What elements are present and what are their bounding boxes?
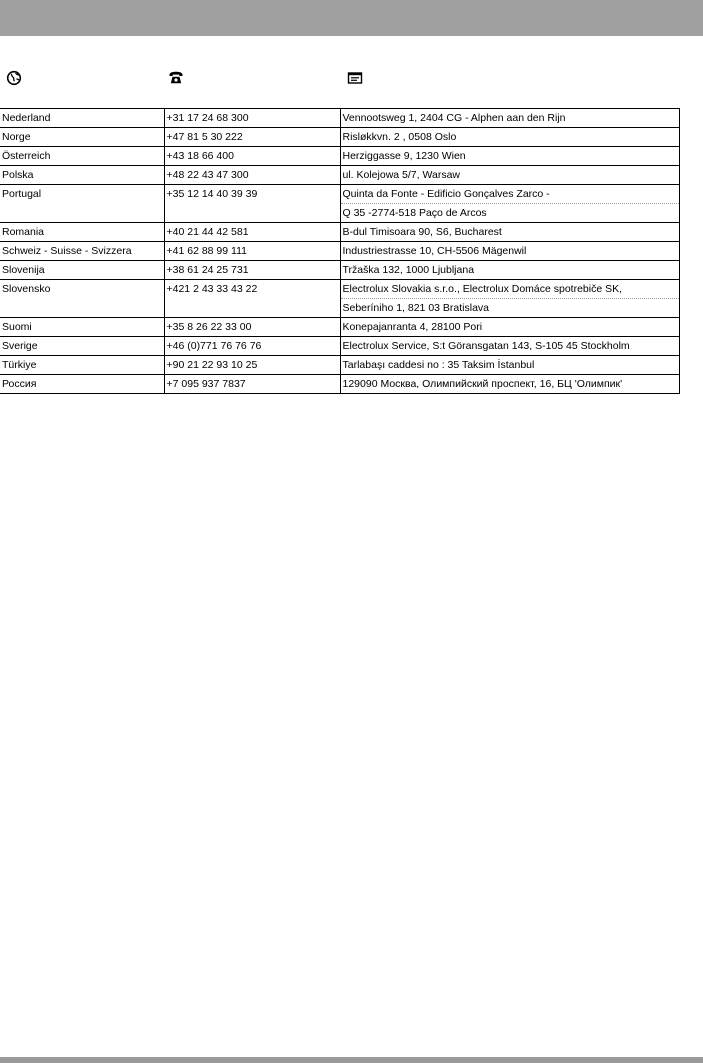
table-row (0, 185, 679, 204)
country-cell: Norge (0, 128, 164, 147)
column-icon-row (0, 70, 703, 90)
phone-cell: +38 61 24 25 731 (164, 261, 340, 280)
table-row (0, 261, 679, 280)
phone-cell: +90 21 22 93 10 25 (164, 356, 340, 375)
address-cell: Risløkkvn. 2 , 0508 Oslo (340, 128, 679, 147)
table-row (0, 109, 679, 128)
phone-cell: +40 21 44 42 581 (164, 223, 340, 242)
phone-cell: +7 095 937 7837 (164, 375, 340, 394)
country-cell: Romania (0, 223, 164, 242)
address-cell: Q 35 -2774-518 Paço de Arcos (340, 204, 679, 223)
table-row (0, 337, 679, 356)
table-row (0, 128, 679, 147)
address-cell: Electrolux Service, S:t Göransgatan 143, S-105 45 Stockholm (340, 337, 679, 356)
country-cell: Polska (0, 166, 164, 185)
phone-cell: +46 (0)771 76 76 76 (164, 337, 340, 356)
table-row (0, 166, 679, 185)
address-cell: B-dul Timisoara 90, S6, Bucharest (340, 223, 679, 242)
envelope-icon (347, 70, 363, 86)
country-cell: Slovenija (0, 261, 164, 280)
phone-cell (164, 299, 340, 318)
table-row-continuation (0, 299, 679, 318)
country-cell: Österreich (0, 147, 164, 166)
phone-cell: +43 18 66 400 (164, 147, 340, 166)
address-cell: Konepajanranta 4, 28100 Pori (340, 318, 679, 337)
table-row (0, 223, 679, 242)
telephone-icon (168, 70, 184, 86)
phone-cell: +421 2 43 33 43 22 (164, 280, 340, 299)
globe-icon (6, 70, 22, 86)
address-cell: ul. Kolejowa 5/7, Warsaw (340, 166, 679, 185)
country-cell: Nederland (0, 109, 164, 128)
phone-cell (164, 204, 340, 223)
phone-cell: +35 8 26 22 33 00 (164, 318, 340, 337)
address-cell: Seberíniho 1, 821 03 Bratislava (340, 299, 679, 318)
address-cell: Industriestrasse 10, CH-5506 Mägenwil (340, 242, 679, 261)
table-row (0, 280, 679, 299)
address-cell: Tarlabaşı caddesi no : 35 Taksim İstanbul (340, 356, 679, 375)
country-cell: Portugal (0, 185, 164, 204)
country-cell (0, 204, 164, 223)
address-cell: Herziggasse 9, 1230 Wien (340, 147, 679, 166)
table-row (0, 242, 679, 261)
footer-band (0, 1057, 703, 1063)
phone-cell: +47 81 5 30 222 (164, 128, 340, 147)
service-contacts-table (0, 108, 680, 394)
address-cell: Electrolux Slovakia s.r.o., Electrolux Domáce spotrebiče SK, (340, 280, 679, 299)
country-cell: Suomi (0, 318, 164, 337)
phone-cell: +41 62 88 99 111 (164, 242, 340, 261)
table-row (0, 356, 679, 375)
country-cell: Россия (0, 375, 164, 394)
phone-cell: +35 12 14 40 39 39 (164, 185, 340, 204)
phone-cell: +31 17 24 68 300 (164, 109, 340, 128)
phone-cell: +48 22 43 47 300 (164, 166, 340, 185)
address-cell: Quinta da Fonte - Edificio Gonçalves Zarco - (340, 185, 679, 204)
table-row-continuation (0, 204, 679, 223)
country-cell: Schweiz - Suisse - Svizzera (0, 242, 164, 261)
table-row (0, 318, 679, 337)
country-cell: Türkiye (0, 356, 164, 375)
country-cell: Sverige (0, 337, 164, 356)
table-row (0, 375, 679, 394)
address-cell: 129090 Москва, Олимпийский проспект, 16, БЦ 'Олимпик' (340, 375, 679, 394)
header-band (0, 0, 703, 36)
address-cell: Tržaška 132, 1000 Ljubljana (340, 261, 679, 280)
country-cell (0, 299, 164, 318)
table-row (0, 147, 679, 166)
address-cell: Vennootsweg 1, 2404 CG - Alphen aan den Rijn (340, 109, 679, 128)
country-cell: Slovensko (0, 280, 164, 299)
